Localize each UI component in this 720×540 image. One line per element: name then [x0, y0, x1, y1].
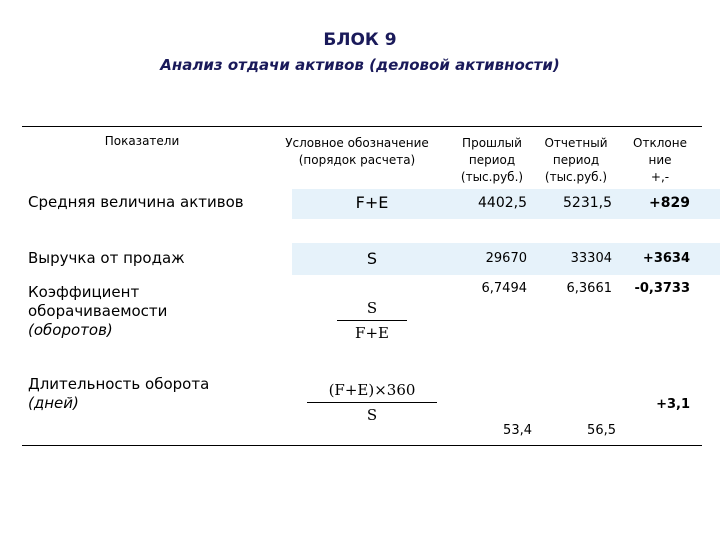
- notation-revenue: S: [366, 249, 378, 268]
- dev-revenue: +3634: [642, 251, 690, 266]
- prev-header-line3: (тыс.руб.): [460, 170, 524, 184]
- curr-header-line1: Отчетный: [544, 136, 608, 150]
- turnover-label-line2: оборачиваемости: [28, 302, 168, 320]
- notation-header-line1: Условное обозначение: [285, 136, 429, 150]
- prev-header-line1: Прошлый: [462, 136, 522, 150]
- prev-turnover-ratio: 6,7494: [481, 281, 527, 296]
- curr-avg-assets: 5231,5: [563, 195, 612, 211]
- col-header-dev: [622, 135, 698, 186]
- curr-header-line2: период: [552, 153, 600, 167]
- col-header-curr: [536, 135, 616, 186]
- formula-denominator: F+E: [355, 324, 389, 342]
- dev-avg-assets: +829: [649, 195, 690, 211]
- curr-turnover-duration: 56,5: [587, 423, 616, 438]
- col-header-notation: [267, 135, 447, 169]
- prev-avg-assets: 4402,5: [478, 195, 527, 211]
- row-label-avg-assets: Средняя величина активов: [28, 193, 244, 211]
- dev-header-line3: +,-: [650, 170, 670, 184]
- row-label-turnover-ratio: [28, 283, 167, 340]
- duration-label-line2: (дней): [28, 394, 79, 412]
- row-label-turnover-duration: [28, 375, 209, 413]
- fraction-bar: [337, 320, 407, 321]
- turnover-label-line3: (оборотов): [28, 321, 113, 339]
- prev-revenue: 29670: [485, 251, 527, 266]
- block-title: БЛОК 9: [323, 30, 397, 50]
- notation-header-line2: (порядок расчета): [298, 153, 416, 167]
- prev-turnover-duration: 53,4: [503, 423, 532, 438]
- curr-turnover-ratio: 6,3661: [566, 281, 612, 296]
- dev-turnover-ratio: -0,3733: [634, 281, 690, 296]
- notation-avg-assets: F+E: [355, 193, 389, 212]
- col-header-prev: [452, 135, 532, 186]
- col-header-indicator: Показатели: [104, 134, 180, 148]
- formula-denominator: S: [366, 406, 378, 424]
- formula-numerator: S: [366, 299, 378, 317]
- prev-header-line2: период: [468, 153, 516, 167]
- turnover-duration-formula: [307, 381, 437, 424]
- curr-header-line3: (тыс.руб.): [544, 170, 608, 184]
- block-subtitle: Анализ отдачи активов (деловой активности): [160, 56, 560, 74]
- analysis-table: [22, 126, 702, 446]
- dev-turnover-duration: +3,1: [656, 397, 690, 412]
- curr-revenue: 33304: [570, 251, 612, 266]
- turnover-label-line1: Коэффициент: [28, 283, 140, 301]
- row-label-revenue: Выручка от продаж: [28, 249, 185, 267]
- dev-header-line2: ние: [648, 153, 672, 167]
- duration-label-line1: Длительность оборота: [28, 375, 210, 393]
- formula-numerator: (F+E)×360: [328, 381, 416, 399]
- dev-header-line1: Отклоне: [633, 136, 687, 150]
- fraction-bar: [307, 402, 437, 403]
- turnover-ratio-formula: [337, 299, 407, 342]
